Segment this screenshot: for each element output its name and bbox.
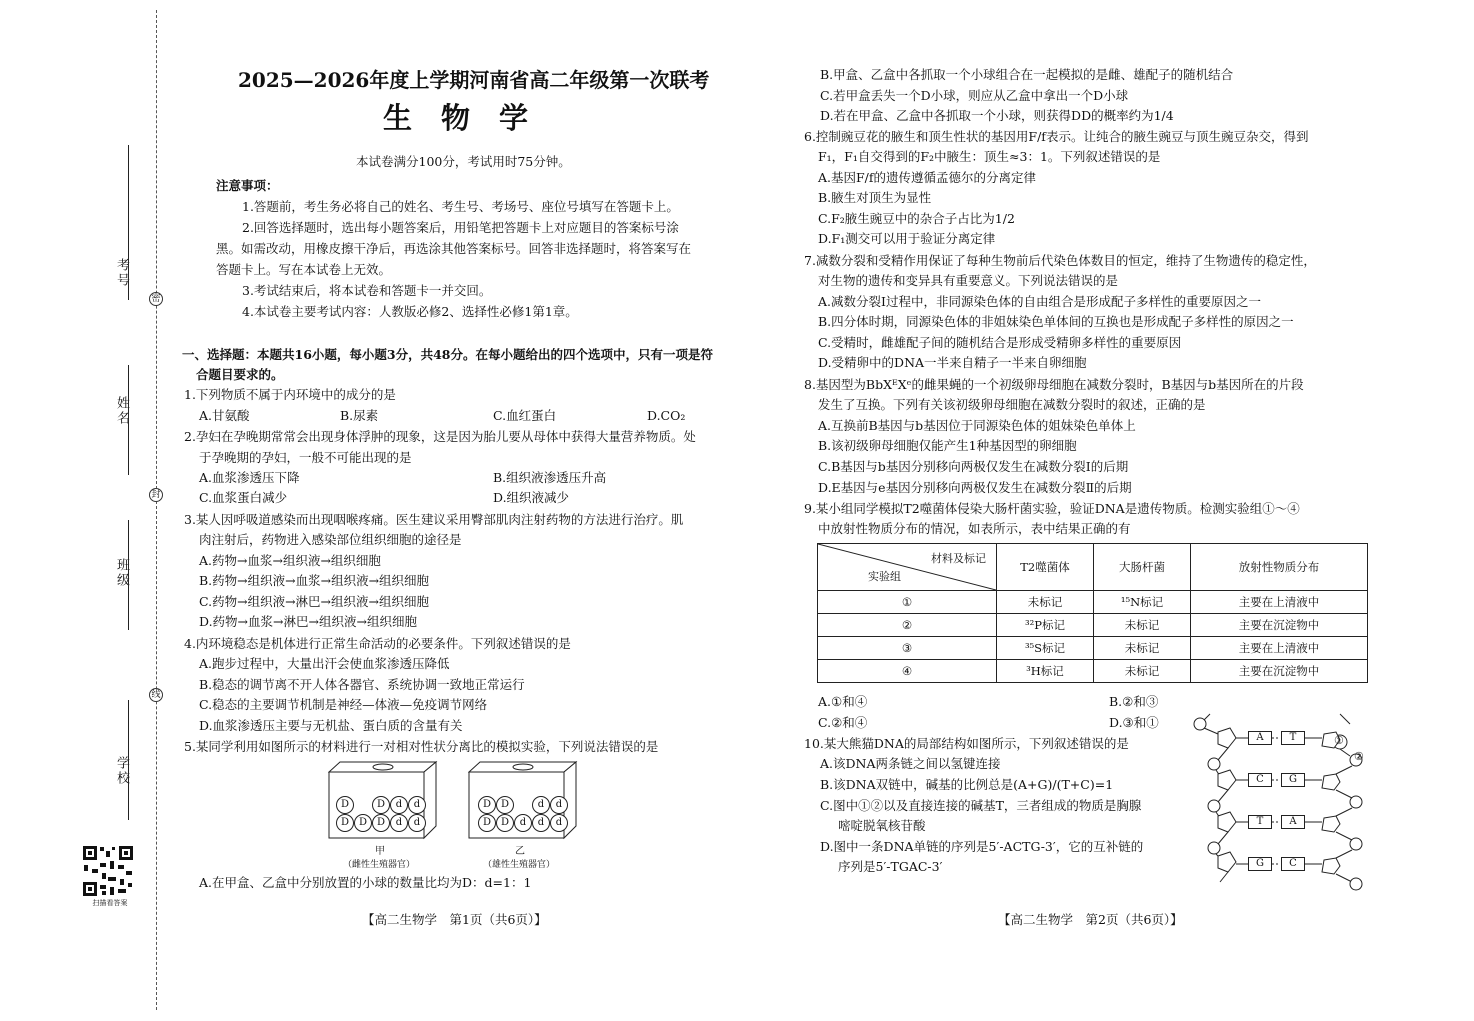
table-cell: 未标记 bbox=[1094, 660, 1191, 683]
q10-option: D.图中一条DNA单链的序列是5′-ACTG-3′，它的互补链的 bbox=[820, 839, 1144, 854]
q4-option: C.稳态的主要调节机制是神经—体液—免疫调节网络 bbox=[199, 697, 488, 712]
q10-option-cont: 序列是5′-TGAC-3′ bbox=[838, 859, 943, 874]
q5-stem: 5.某同学利用如图所示的材料进行一对相对性状分离比的模拟实验，下列说法错误的是 bbox=[184, 739, 659, 754]
table-cell: ② bbox=[818, 614, 997, 637]
q10-option: C.图中①②以及直接连接的碱基T，三者组成的物质是胸腺 bbox=[820, 798, 1142, 813]
section-heading-cont: 合题目要求的。 bbox=[196, 367, 284, 382]
q10-option: B.该DNA双链中，碱基的比例总是(A+G)/(T+C)=1 bbox=[820, 777, 1114, 792]
page-divider bbox=[745, 30, 746, 980]
dna-base: C bbox=[1248, 773, 1272, 787]
q4-option: A.跑步过程中，大量出汗会使血浆渗透压降低 bbox=[199, 656, 450, 671]
table-cell: ³H标记 bbox=[997, 660, 1094, 683]
q9-option: A.①和④ bbox=[818, 694, 868, 709]
q10-stem: 10.某大熊猫DNA的局部结构如图所示，下列叙述错误的是 bbox=[804, 736, 1129, 751]
table-cell: ③ bbox=[818, 637, 997, 660]
q5-option: C.若甲盒丢失一个D小球，则应从乙盒中拿出一个D小球 bbox=[820, 88, 1129, 103]
ball: D bbox=[354, 814, 372, 832]
q4-option: B.稳态的调节离不开人体各器官、系统协调一致地正常运行 bbox=[199, 677, 525, 692]
corner-bottom: 实验组 bbox=[868, 570, 901, 583]
q7-option: A.减数分裂Ⅰ过程中，非同源染色体的自由组合是形成配子多样性的重要原因之一 bbox=[818, 294, 1261, 309]
q9-stem-cont: 中放射性物质分布的情况，如表所示，表中结果正确的有 bbox=[818, 521, 1131, 536]
notice-line: 4.本试卷主要考试内容：人教版必修2、选择性必修1第1章。 bbox=[242, 304, 578, 319]
q1-option: D.CO₂ bbox=[647, 408, 686, 423]
table-cell: ³²P标记 bbox=[997, 614, 1094, 637]
table-row bbox=[818, 637, 1368, 660]
q2-stem-cont: 于孕晚期的孕妇，一般不可能出现的是 bbox=[199, 450, 412, 465]
q8-stem-cont: 发生了互换。下列有关该初级卵母细胞在减数分裂时的叙述，正确的是 bbox=[818, 397, 1206, 412]
ball: d bbox=[550, 814, 568, 832]
q2-stem: 2.孕妇在孕晚期常常会出现身体浮肿的现象，这是因为胎儿要从母体中获得大量营养物质。处 bbox=[184, 429, 696, 444]
q7-option: D.受精卵中的DNA一半来自精子一半来自卵细胞 bbox=[818, 355, 1087, 370]
dna-base: G bbox=[1281, 773, 1305, 787]
notice-heading: 注意事项： bbox=[216, 178, 279, 193]
q2-option: C.血浆蛋白减少 bbox=[199, 490, 288, 505]
table-corner bbox=[818, 544, 997, 591]
table-cell: ① bbox=[818, 591, 997, 614]
section-heading: 一、选择题：本题共16小题，每小题3分，共48分。在每小题给出的四个选项中，只有一项是符 bbox=[182, 347, 713, 362]
box-jia-label: 甲 bbox=[375, 846, 385, 857]
marker-2: ② bbox=[1354, 750, 1364, 763]
q6-option: A.基因F/f的遗传遵循孟德尔的分离定律 bbox=[818, 170, 1037, 185]
notice-line: 1.答题前，考生务必将自己的姓名、考生号、考场号、座位号填写在答题卡上。 bbox=[242, 199, 679, 214]
ball: D bbox=[496, 814, 514, 832]
ball: d bbox=[532, 814, 550, 832]
ball: D bbox=[478, 814, 496, 832]
q6-stem-cont: F₁，F₁自交得到的F₂中腋生：顶生≈3：1。下列叙述错误的是 bbox=[818, 149, 1161, 164]
table-cell: 主要在沉淀物中 bbox=[1191, 614, 1368, 637]
page-footer: 【高二生物学 第1页（共6页）】 bbox=[362, 912, 547, 927]
class-line bbox=[128, 520, 130, 630]
dna-base: T bbox=[1248, 815, 1272, 829]
table-row bbox=[818, 660, 1368, 683]
seal-dashed-line bbox=[156, 10, 158, 1010]
table-header: T2噬菌体 bbox=[997, 544, 1094, 591]
q8-option: C.B基因与b基因分别移向两极仅发生在减数分裂Ⅰ的后期 bbox=[818, 459, 1129, 474]
table-cell: 主要在沉淀物中 bbox=[1191, 660, 1368, 683]
q1-option: C.血红蛋白 bbox=[493, 408, 557, 423]
table-row bbox=[818, 614, 1368, 637]
q9-table bbox=[817, 543, 1368, 683]
ball: D bbox=[372, 796, 390, 814]
q3-option: C.药物→组织液→淋巴→组织液→组织细胞 bbox=[199, 594, 429, 609]
q5-option: A.在甲盒、乙盒中分别放置的小球的数量比均为D：d=1：1 bbox=[199, 875, 532, 890]
ball: D bbox=[336, 814, 354, 832]
corner-top: 材料及标记 bbox=[931, 552, 986, 565]
q3-option: B.药物→组织液→血浆→组织液→组织细胞 bbox=[199, 573, 430, 588]
q2-option: B.组织液渗透压升高 bbox=[493, 470, 607, 485]
q6-option: D.F₁测交可以用于验证分离定律 bbox=[818, 231, 996, 246]
table-header: 放射性物质分布 bbox=[1191, 544, 1368, 591]
q1-stem: 1.下列物质不属于内环境中的成分的是 bbox=[184, 387, 396, 402]
ball: d bbox=[550, 796, 568, 814]
q5-option: B.甲盒、乙盒中各抓取一个小球组合在一起模拟的是雌、雄配子的随机结合 bbox=[820, 67, 1234, 82]
q6-option: B.腋生对顶生为显性 bbox=[818, 190, 932, 205]
q4-option: D.血浆渗透压主要与无机盐、蛋白质的含量有关 bbox=[199, 718, 463, 733]
q7-stem-cont: 对生物的遗传和变异具有重要意义。下列说法错误的是 bbox=[818, 273, 1119, 288]
q1-option: A.甘氨酸 bbox=[199, 408, 250, 423]
notice-line: 答题卡上。写在本试卷上无效。 bbox=[216, 262, 392, 277]
table-header: 大肠杆菌 bbox=[1094, 544, 1191, 591]
table-cell: 主要在上清液中 bbox=[1191, 591, 1368, 614]
score-note: 本试卷满分100分，考试用时75分钟。 bbox=[356, 154, 571, 169]
dna-base: A bbox=[1281, 815, 1305, 829]
ball: D bbox=[478, 796, 496, 814]
school-label: 学校 bbox=[114, 756, 129, 786]
ball: d bbox=[390, 814, 408, 832]
box-jia-note: （雌性生殖器官） bbox=[343, 860, 416, 870]
table-cell: 未标记 bbox=[1094, 637, 1191, 660]
ball: d bbox=[408, 814, 426, 832]
q8-stem: 8.基因型为BbXᴱXᵉ的雌果蝇的一个初级卵母细胞在减数分裂时，B基因与b基因所在的片段 bbox=[804, 377, 1304, 392]
class-label: 班级 bbox=[114, 558, 129, 588]
exam-no-label: 考号 bbox=[114, 258, 129, 288]
q9-option: C.②和④ bbox=[818, 715, 868, 730]
ball: d bbox=[514, 814, 532, 832]
dna-base: A bbox=[1248, 731, 1272, 745]
table-cell: ¹⁵N标记 bbox=[1094, 591, 1191, 614]
exam-title: 2025—2026年度上学期河南省高二年级第一次联考 bbox=[238, 68, 710, 92]
seal-mark-mi: 密 bbox=[149, 292, 163, 306]
q9-option: D.③和① bbox=[1109, 715, 1159, 730]
ball: D bbox=[336, 796, 354, 814]
notice-line: 2.回答选择题时，选出每小题答案后，用铅笔把答题卡上对应题目的答案标号涂 bbox=[242, 220, 679, 235]
q1-option: B.尿素 bbox=[340, 408, 379, 423]
q8-option: B.该初级卵母细胞仅能产生1种基因型的卵细胞 bbox=[818, 438, 1077, 453]
seal-mark-xian: 线 bbox=[149, 688, 163, 702]
box-yi-label: 乙 bbox=[515, 846, 525, 857]
dna-base: C bbox=[1281, 857, 1305, 871]
q7-stem: 7.减数分裂和受精作用保证了每种生物前后代染色体数目的恒定，维持了生物遗传的稳定性， bbox=[804, 253, 1316, 268]
ball: d bbox=[390, 796, 408, 814]
page-footer: 【高二生物学 第2页（共6页）】 bbox=[998, 912, 1183, 927]
school-line bbox=[128, 700, 130, 820]
table-cell: 主要在上清液中 bbox=[1191, 637, 1368, 660]
ball: D bbox=[372, 814, 390, 832]
q5-option: D.若在甲盒、乙盒中各抓取一个小球，则获得DD的概率约为1/4 bbox=[820, 108, 1174, 123]
notice-line: 3.考试结束后，将本试卷和答题卡一并交回。 bbox=[242, 283, 492, 298]
dna-base: T bbox=[1281, 731, 1305, 745]
table-cell: ³⁵S标记 bbox=[997, 637, 1094, 660]
q8-option: D.E基因与e基因分别移向两极仅发生在减数分裂Ⅱ的后期 bbox=[818, 480, 1132, 495]
q6-stem: 6.控制豌豆花的腋生和顶生性状的基因用F/f表示。让纯合的腋生豌豆与顶生豌豆杂交，得到 bbox=[804, 129, 1309, 144]
notice-line: 黑。如需改动，用橡皮擦干净后，再选涂其他答案标号。回答非选择题时，将答案写在 bbox=[216, 241, 692, 256]
q4-stem: 4.内环境稳态是机体进行正常生命活动的必要条件。下列叙述错误的是 bbox=[184, 636, 571, 651]
table-cell: 未标记 bbox=[1094, 614, 1191, 637]
qr-caption: 扫描看答案 bbox=[92, 899, 128, 907]
q3-option: D.药物→血浆→淋巴→组织液→组织细胞 bbox=[199, 614, 417, 629]
ball: D bbox=[496, 796, 514, 814]
q8-option: A.互换前B基因与b基因位于同源染色体的姐妹染色单体上 bbox=[818, 418, 1136, 433]
q10-option-cont: 嘧啶脱氧核苷酸 bbox=[838, 818, 926, 833]
ball: d bbox=[408, 796, 426, 814]
subject-title: 生 物 学 bbox=[383, 101, 529, 135]
q6-option: C.F₂腋生豌豆中的杂合子占比为1/2 bbox=[818, 211, 1015, 226]
name-line bbox=[128, 365, 130, 475]
dna-base: G bbox=[1248, 857, 1272, 871]
exam-no-line bbox=[128, 145, 130, 300]
table-row bbox=[818, 591, 1368, 614]
q7-option: C.受精时，雌雄配子间的随机结合是形成受精卵多样性的重要原因 bbox=[818, 335, 1182, 350]
ball: d bbox=[532, 796, 550, 814]
q7-option: B.四分体时期，同源染色体的非姐妹染色单体间的互换也是形成配子多样性的原因之一 bbox=[818, 314, 1294, 329]
q2-option: A.血浆渗透压下降 bbox=[199, 470, 300, 485]
name-label: 姓名 bbox=[114, 396, 129, 426]
box-yi-note: （雄性生殖器官） bbox=[483, 860, 556, 870]
q9-stem: 9.某小组同学模拟T2噬菌体侵染大肠杆菌实验，验证DNA是遗传物质。检测实验组①～④ bbox=[804, 501, 1300, 516]
q3-stem-cont: 肉注射后，药物进入感染部位组织细胞的途径是 bbox=[199, 532, 462, 547]
seal-mark-feng: 封 bbox=[149, 488, 163, 502]
q3-stem: 3.某人因呼吸道感染而出现咽喉疼痛。医生建议采用臀部肌肉注射药物的方法进行治疗。肌 bbox=[184, 512, 684, 527]
q9-option: B.②和③ bbox=[1109, 694, 1159, 709]
table-cell: ④ bbox=[818, 660, 997, 683]
q3-option: A.药物→血浆→组织液→组织细胞 bbox=[199, 553, 381, 568]
q2-option: D.组织液减少 bbox=[493, 490, 570, 505]
q10-option: A.该DNA两条链之间以氢键连接 bbox=[820, 756, 1001, 771]
qr-code bbox=[82, 845, 134, 897]
marker-1: ① bbox=[1334, 734, 1344, 747]
table-cell: 未标记 bbox=[997, 591, 1094, 614]
